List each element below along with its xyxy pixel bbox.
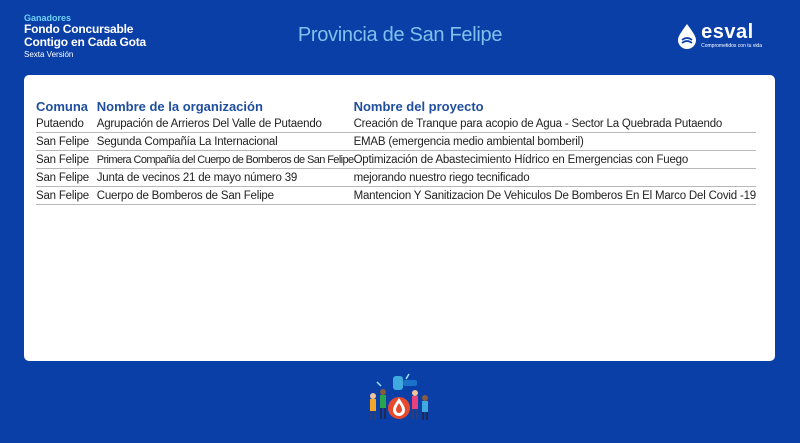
cell-project: Creación de Tranque para acopio de Agua - Sector La Quebrada Putaendo — [354, 115, 756, 133]
edition-label: Sexta Versión — [24, 49, 74, 59]
cell-project: mejorando nuestro riego tecnificado — [354, 169, 756, 187]
winners-card — [24, 75, 775, 361]
column-header-project: Nombre del proyecto — [353, 99, 484, 114]
cell-comuna: San Felipe — [36, 151, 97, 169]
cell-organization: Cuerpo de Bomberos de San Felipe — [97, 187, 354, 205]
cell-comuna: Putaendo — [36, 115, 97, 133]
fund-title-line1: Fondo Concursable — [24, 22, 134, 37]
logo-tagline: Comprometidos con tu vida — [701, 43, 762, 49]
table-row — [36, 187, 756, 205]
cell-organization: Agrupación de Arrieros Del Valle de Putaendo — [97, 115, 354, 133]
winners-kicker: Ganadores — [24, 13, 72, 23]
cell-comuna: San Felipe — [36, 133, 97, 151]
cell-organization: Segunda Compañía La Internacional — [97, 133, 354, 151]
cell-comuna: San Felipe — [36, 169, 97, 187]
column-header-organization: Nombre de la organización — [96, 99, 263, 114]
esval-logo — [676, 22, 762, 49]
table-row — [36, 169, 756, 187]
cell-project: Mantencion Y Sanitizacion De Vehiculos De Bomberos En El Marco Del Covid -19 — [354, 187, 756, 205]
table-row — [36, 115, 756, 133]
water-drop-icon — [676, 23, 698, 49]
cell-comuna: San Felipe — [36, 187, 97, 205]
column-header-comuna: Comuna — [36, 99, 88, 114]
logo-wordmark: esval — [701, 21, 754, 43]
page-title: Provincia de San Felipe — [297, 24, 503, 46]
table-header-row — [36, 97, 756, 115]
community-illustration — [363, 372, 433, 424]
cell-organization: Primera Compañía del Cuerpo de Bomberos de San Felipe — [97, 151, 354, 169]
table-row — [36, 151, 756, 169]
table-row — [36, 133, 756, 151]
cell-organization: Junta de vecinos 21 de mayo número 39 — [97, 169, 354, 187]
cell-project: Optimización de Abastecimiento Hídrico en Emergencias con Fuego — [354, 151, 756, 169]
winners-table — [36, 97, 756, 205]
fund-title-line2: Contigo en Cada Gota — [24, 35, 147, 50]
cell-project: EMAB (emergencia medio ambiental bomberil) — [354, 133, 756, 151]
